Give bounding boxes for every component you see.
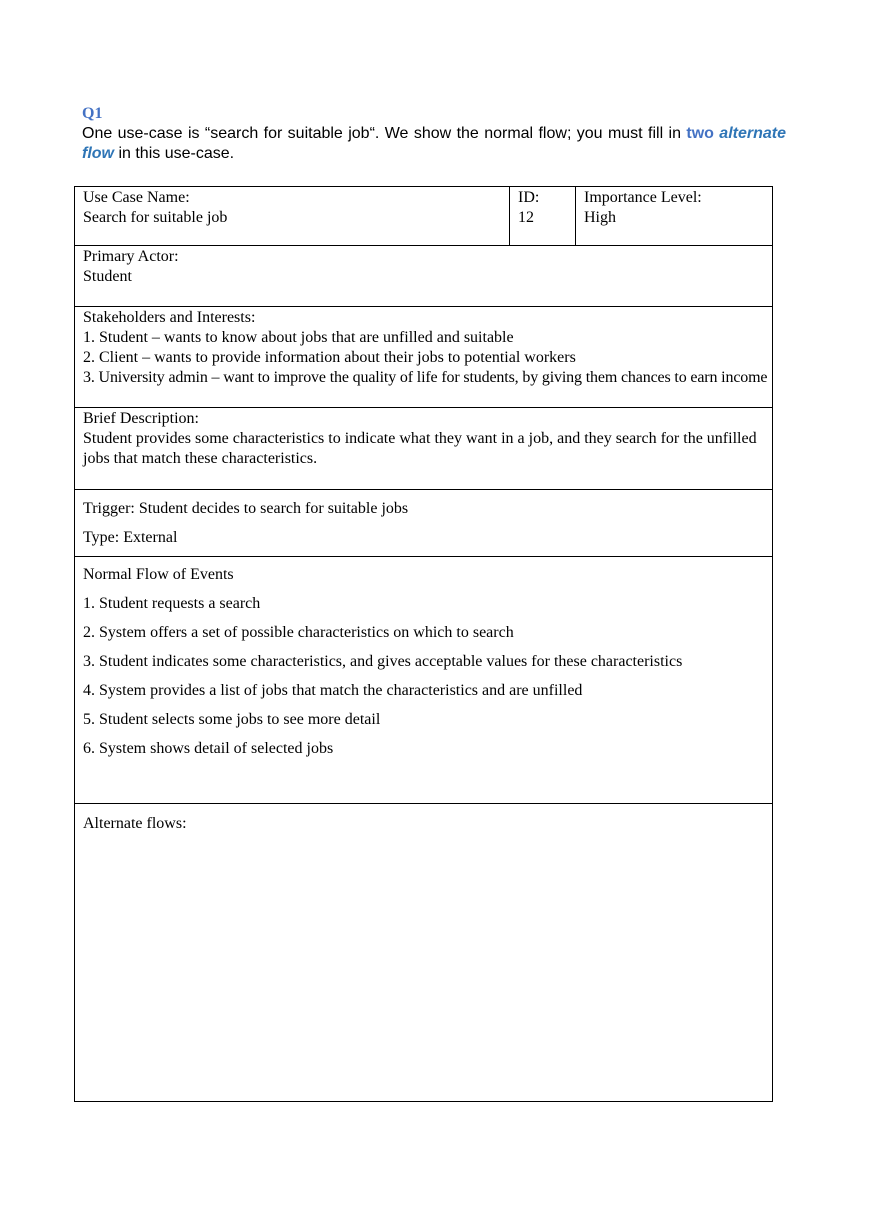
stakeholder-item: 1. Student – wants to know about jobs that are unfilled and suitable bbox=[83, 329, 514, 346]
type-text: Type: External bbox=[83, 529, 178, 546]
question-label: Q1 bbox=[82, 105, 103, 122]
row-header bbox=[75, 187, 773, 246]
stakeholder-item: 2. Client – wants to provide information about their jobs to potential workers bbox=[83, 349, 576, 366]
question-highlight-two: two bbox=[686, 125, 714, 142]
use-case-name-value: Search for suitable job bbox=[83, 209, 228, 226]
row-normal-flow bbox=[75, 557, 773, 804]
row-stakeholders bbox=[75, 307, 773, 408]
use-case-name-label: Use Case Name: bbox=[83, 189, 190, 206]
primary-actor-value: Student bbox=[83, 268, 132, 285]
id-cell bbox=[510, 187, 576, 246]
question-text-part2: in this use-case. bbox=[114, 145, 235, 162]
question-text bbox=[82, 124, 786, 164]
question-highlight-alternate-flow: alternate flow bbox=[82, 125, 786, 162]
id-label: ID: bbox=[518, 189, 540, 206]
primary-actor-label: Primary Actor: bbox=[83, 248, 179, 265]
normal-flow-step: 2. System offers a set of possible characteristics on which to search bbox=[83, 624, 514, 641]
stakeholders-cell bbox=[75, 307, 773, 408]
brief-description-text: Student provides some characteristics to indicate what they want in a job, and they search for the unfilled jobs that match these characteristics. bbox=[83, 430, 757, 467]
row-brief-description bbox=[75, 408, 773, 490]
use-case-name-cell bbox=[75, 187, 510, 246]
question-block bbox=[82, 104, 786, 164]
alternate-flows-cell[interactable] bbox=[75, 804, 773, 1102]
row-trigger bbox=[75, 490, 773, 557]
normal-flow-step: 4. System provides a list of jobs that match the characteristics and are unfilled bbox=[83, 682, 583, 699]
use-case-table bbox=[74, 186, 773, 1102]
normal-flow-step: 5. Student selects some jobs to see more detail bbox=[83, 711, 381, 728]
id-value: 12 bbox=[518, 209, 534, 226]
alternate-flows-label: Alternate flows: bbox=[83, 815, 187, 832]
normal-flow-step: 3. Student indicates some characteristics, and gives acceptable values for these characteristics bbox=[83, 653, 683, 670]
normal-flow-step: 1. Student requests a search bbox=[83, 595, 261, 612]
row-primary-actor bbox=[75, 246, 773, 307]
normal-flow-step: 6. System shows detail of selected jobs bbox=[83, 740, 334, 757]
question-text-part1: One use-case is “search for suitable job“. We show the normal flow; you must fill in bbox=[82, 125, 687, 142]
brief-description-label: Brief Description: bbox=[83, 410, 199, 427]
importance-cell bbox=[576, 187, 773, 246]
trigger-cell bbox=[75, 490, 773, 557]
trigger-text: Trigger: Student decides to search for suitable jobs bbox=[83, 500, 409, 517]
row-alternate-flows bbox=[75, 804, 773, 1102]
stakeholders-label: Stakeholders and Interests: bbox=[83, 309, 256, 326]
importance-value: High bbox=[584, 209, 616, 226]
normal-flow-label: Normal Flow of Events bbox=[83, 566, 234, 583]
primary-actor-cell bbox=[75, 246, 773, 307]
importance-label: Importance Level: bbox=[584, 189, 702, 206]
brief-description-cell bbox=[75, 408, 773, 490]
stakeholder-item: 3. University admin – want to improve the quality of life for students, by giving them chances to earn income bbox=[83, 369, 768, 386]
normal-flow-cell bbox=[75, 557, 773, 804]
